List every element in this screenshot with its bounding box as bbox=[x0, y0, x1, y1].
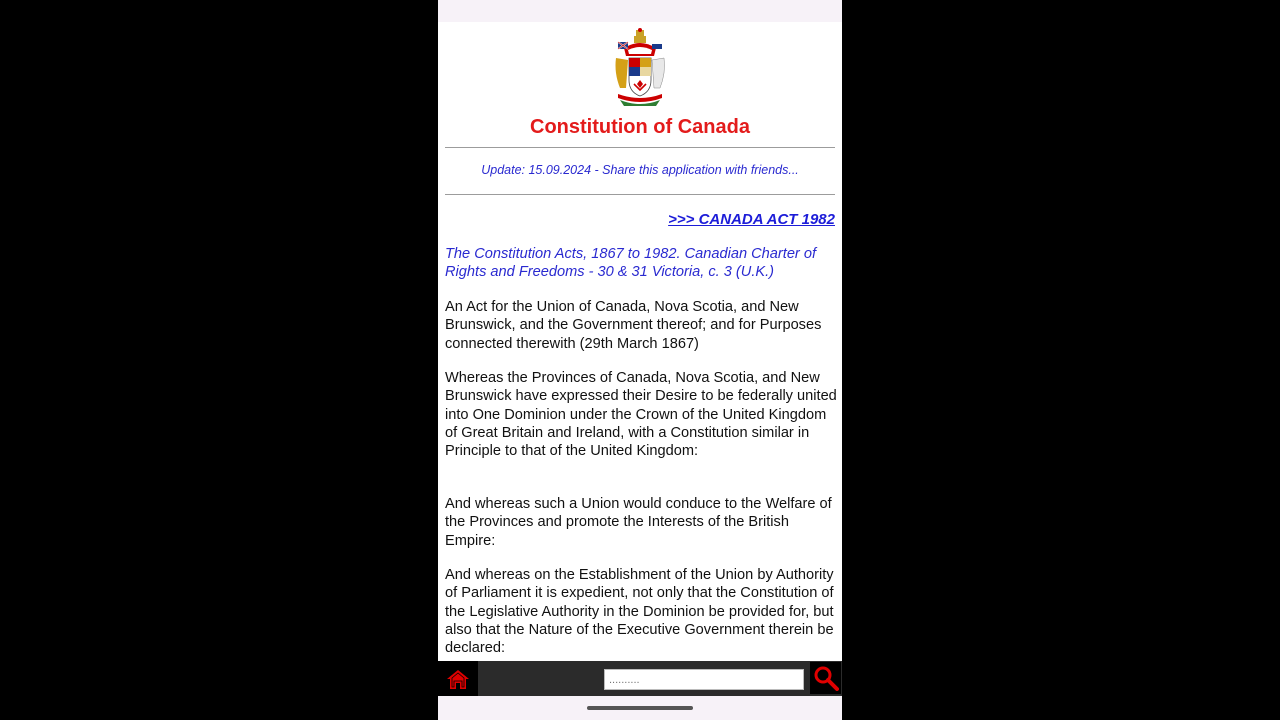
system-nav-area bbox=[438, 696, 842, 720]
search-icon bbox=[813, 665, 839, 691]
intro-text: The Constitution Acts, 1867 to 1982. Canadian Charter of Rights and Freedoms - 30 & 31 Victoria, c. 3 (U.K.) bbox=[445, 246, 817, 281]
phone-screen bbox=[438, 0, 842, 720]
canada-coat-of-arms-icon bbox=[610, 28, 670, 108]
update-notice: Update: 15.09.2024 - Share this application with friends... bbox=[481, 163, 799, 177]
search-input[interactable] bbox=[604, 669, 804, 690]
paragraph-2: Whereas the Provinces of Canada, Nova Scotia, and New Brunswick have expressed their Desire to be federally united into One Dominion under the Crown of the United Kingdom of Great Britain and Ireland, with a Constitution similar in Principle to that of the United Kingdom: bbox=[445, 370, 837, 460]
home-icon bbox=[446, 668, 470, 690]
status-bar bbox=[438, 0, 842, 22]
content-area[interactable] bbox=[438, 22, 842, 662]
paragraph-4: And whereas on the Establishment of the Union by Authority of Parliament it is expedient, not only that the Constitution of the Legislative Authority in the Dominion be provided for, but also that the Nature of the Executive Government therein be declared: bbox=[445, 567, 834, 657]
paragraph-1: An Act for the Union of Canada, Nova Scotia, and New Brunswick, and the Government thereof; and for Purposes connected therewith (29th March 1867) bbox=[445, 299, 822, 352]
home-button[interactable] bbox=[438, 661, 478, 696]
bottom-toolbar bbox=[438, 661, 842, 696]
page-title: Constitution of Canada bbox=[530, 116, 750, 138]
divider bbox=[445, 147, 835, 148]
paragraph-3: And whereas such a Union would conduce to the Welfare of the Provinces and promote the Interests of the British Empire: bbox=[445, 496, 832, 549]
home-indicator[interactable] bbox=[587, 706, 693, 710]
canada-act-1982-link[interactable]: >>> CANADA ACT 1982 bbox=[668, 211, 835, 228]
divider bbox=[445, 194, 835, 195]
search-button[interactable] bbox=[810, 662, 841, 694]
